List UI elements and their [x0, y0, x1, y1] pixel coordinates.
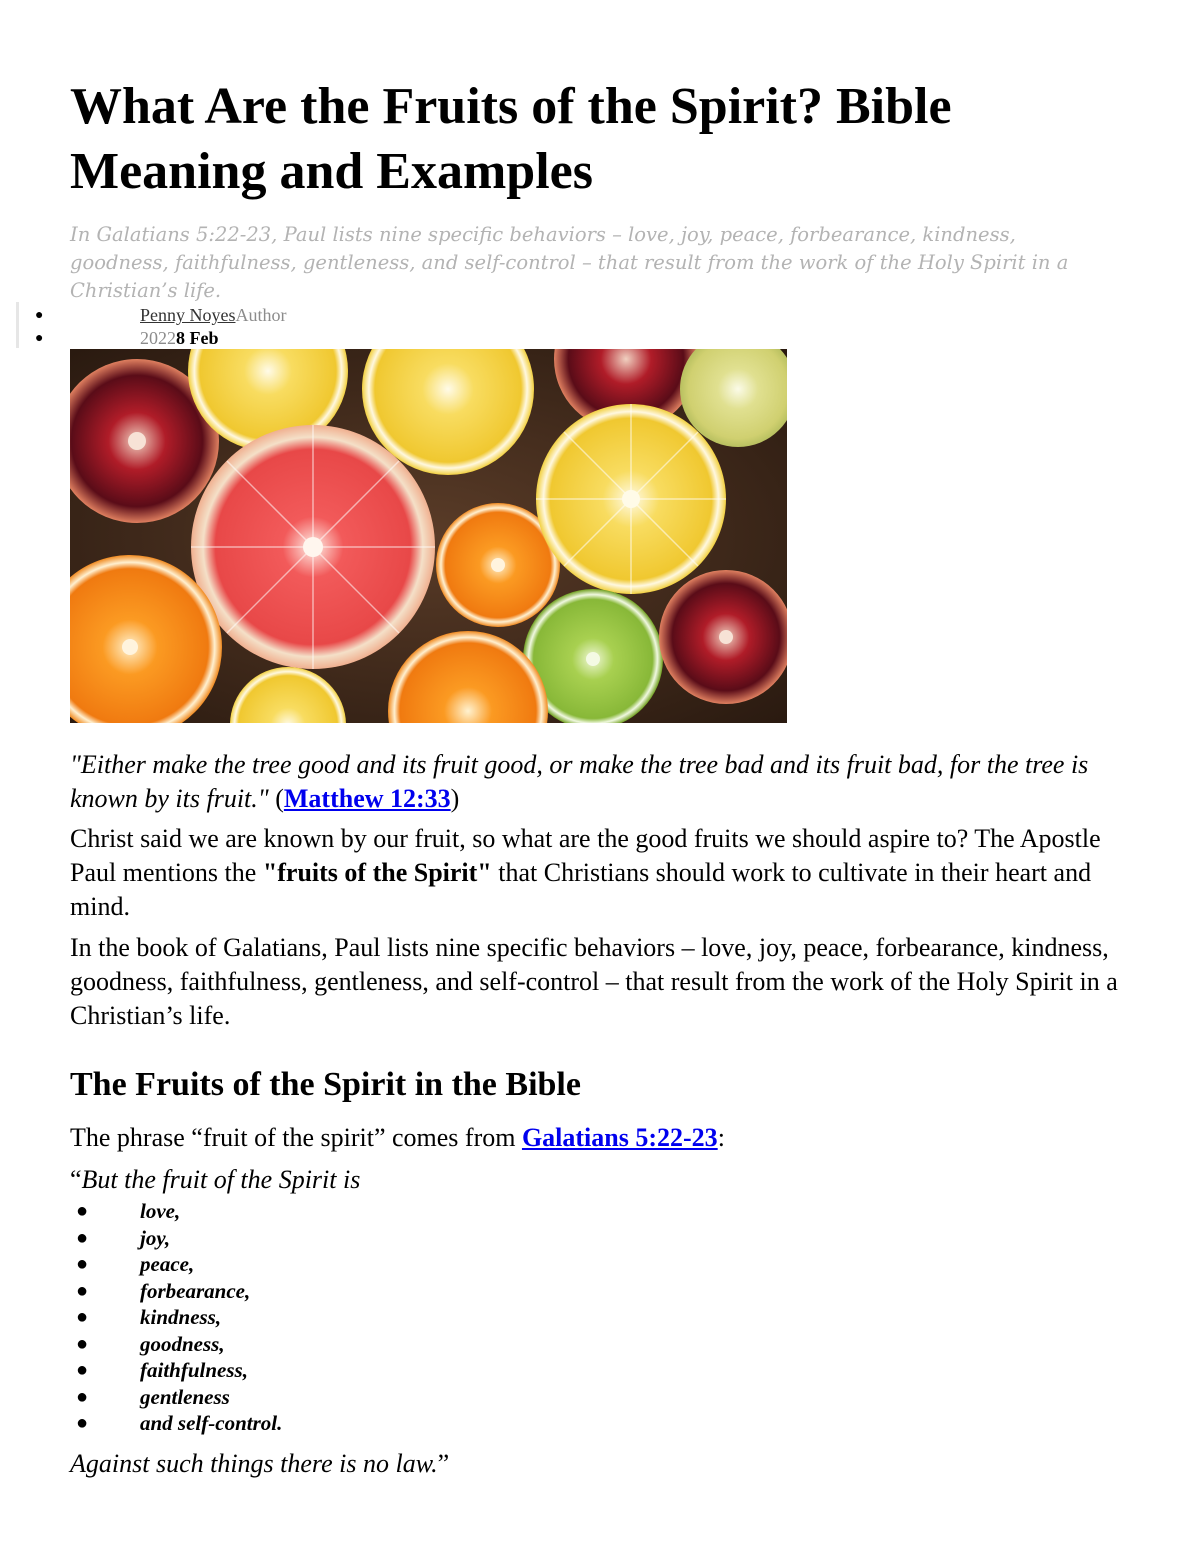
quote-open-paren: (: [268, 784, 284, 813]
bullet-icon: ●: [76, 1412, 89, 1434]
bullet-icon: ●: [76, 1306, 89, 1328]
intro-text-after: that Christians should work to cultivate in their heart and mind.: [70, 858, 1092, 921]
bullet-icon: ●: [35, 331, 44, 346]
verse-closing: [70, 1447, 449, 1481]
section-heading: The Fruits of the Spirit in the Bible: [70, 1066, 581, 1103]
opening-quote: [70, 748, 1130, 816]
author-link[interactable]: Penny Noyes: [140, 305, 236, 325]
fruit-label: peace,: [140, 1252, 195, 1276]
galatians-summary-paragraph: In the book of Galatians, Paul lists nine specific behaviors – love, joy, peace, forbearance, kindness, goodness, faithfulness, gentleness, and self-control – that result from the work of the Holy Spirit in a Christian’s life.: [70, 933, 1118, 1030]
verse-open-text: But the fruit of the Spirit is: [81, 1165, 361, 1194]
bullet-icon: ●: [76, 1253, 89, 1275]
phrase-origin-paragraph: [70, 1121, 725, 1155]
fruit-label: love,: [140, 1199, 181, 1223]
bullet-icon: ●: [76, 1359, 89, 1381]
bullet-icon: ●: [76, 1279, 89, 1302]
verse-close-text: Against such things there is no law.: [70, 1449, 438, 1478]
quote-close-paren: ): [450, 784, 460, 813]
bullet-icon: ●: [76, 1226, 89, 1249]
bullet-icon: ●: [76, 1332, 89, 1355]
bullet-icon: ●: [76, 1200, 89, 1222]
hero-image: [70, 349, 787, 723]
intro-paragraph: [70, 822, 1140, 924]
galatians-reference-link[interactable]: Galatians 5:22-23: [521, 1123, 718, 1152]
intro-text-before: Christ said we are known by our fruit, so what are the good fruits we should aspire to? The Apostle Paul mentions the: [70, 824, 1101, 887]
fruit-label: kindness,: [140, 1305, 222, 1329]
author-label: Author: [235, 305, 287, 325]
meta-divider: [16, 302, 19, 348]
verse-open-quote: “: [70, 1165, 82, 1194]
phrase-text-after: :: [717, 1123, 725, 1152]
date-year: 2022: [140, 328, 176, 348]
fruit-label: joy,: [140, 1225, 171, 1250]
date-day-month: 8 Feb: [176, 328, 219, 348]
article-subtitle: In Galatians 5:22-23, Paul lists nine specific behaviors – love, joy, peace, forbearance, kindness, goodness, faithfulness, gentleness, and self-control – that result from the work of the Holy Spirit in a Christian’s life.: [70, 223, 1069, 302]
citrus-fruits-image: [70, 349, 787, 723]
fruit-label: and self-control.: [140, 1411, 283, 1435]
fruit-label: goodness,: [140, 1331, 225, 1356]
verse-opening: [70, 1163, 360, 1197]
phrase-text-before: The phrase “fruit of the spirit” comes from: [70, 1123, 522, 1152]
fruit-label: faithfulness,: [140, 1358, 248, 1382]
quote-text: "Either make the tree good and its fruit good, or make the tree bad and its fruit bad, for the tree is known by its fruit.": [70, 750, 1089, 813]
matthew-reference-link[interactable]: Matthew 12:33: [283, 784, 451, 813]
bullet-icon: ●: [35, 308, 44, 323]
article-title: What Are the Fruits of the Spirit? Bible Meaning and Examples: [70, 78, 952, 200]
verse-close-quote: ”: [437, 1449, 450, 1478]
bullet-icon: ●: [76, 1385, 89, 1408]
fruit-label: forbearance,: [140, 1278, 251, 1303]
fruit-label: gentleness: [140, 1384, 230, 1409]
intro-bold-phrase: "fruits of the Spirit": [262, 858, 492, 887]
